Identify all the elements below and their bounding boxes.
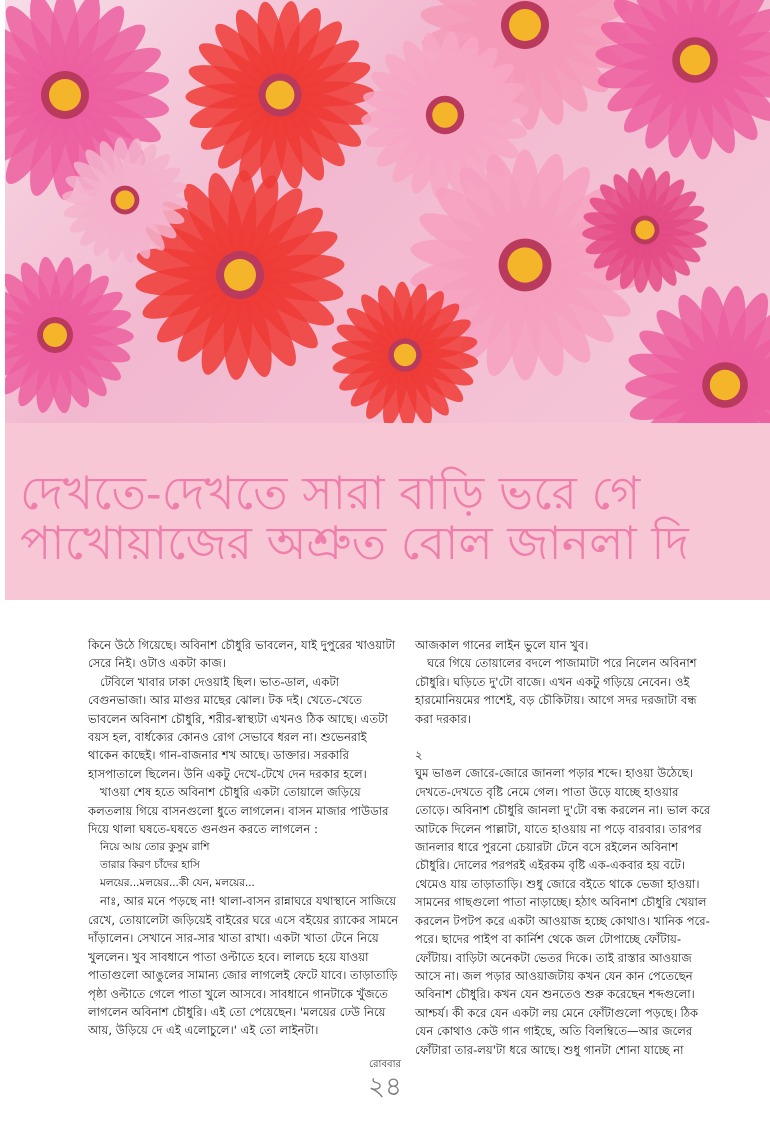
pull-quote-line-2: পাখোয়াজের অশ্রুত বোল জানলা দি (20, 516, 689, 570)
article-column-left (88, 636, 400, 1040)
song-lyric-line: মলয়ের...মলয়ের...কী যেন, মলয়ের... (100, 877, 255, 890)
paragraph: আজকাল গানের লাইন ভুলে যান খুব। (415, 638, 589, 652)
paragraph: টেবিলে খাবার ঢাকা দেওয়াই ছিল। ভাত-ডাল, একটা বেগুনভাজা। আর মাগুর মাছের ঝোল। টক দই। খেতে-খেতে ভাবলেন অবিনাশ চৌধুরি, শরীর-স্বাস্থ্যটা এখনও ঠিক আছে। এতটা বয়স হল, বার্ধক্যের কোনও রোগ সেভাবে ধরল না। শুভেনরাই থাকেন কাছেই। গান-বাজনার শখ আছে। ডাক্তার। সরকারি হাসপাতালে ছিলেন। উনি একটু দেখে-টেখে দেন দরকার হলে। (88, 674, 388, 781)
paragraph: নাঃ, আর মনে পড়ছে না! থালা-বাসন রান্নাঘরে যথাস্থানে সাজিয়ে রেখে, তোয়ালেটা জড়িয়েই বাইরের ঘরে এসে বইয়ের র‍্যাকের সামনে দাঁড়ালেন। সেখানে সার-সার খাতা রাখা। একটা খাতা টেনে নিয়ে খুললেন। খুব সাবধানে পাতা ওল্টাতে হবে। লালচে হয়ে যাওয়া পাতাগুলো আঙুলের সামান্য জোর লাগলেই ফেটে যাবে। তাড়াতাড়ি পৃষ্ঠা ওল্টাতে গেলে পাতা খুলে আসবে। সাবধানে গানটাকে খুঁজতে লাগলেন অবিনাশ চৌধুরি। এই তো পেয়েছেন। 'মলয়ের ঢেউ নিয়ে আয়, উড়িয়ে দে এই এলোচুলে।' এই তো লাইনটা। (88, 894, 399, 1038)
page-number: ২৪ (368, 1072, 402, 1102)
hero-flower-illustration (5, 0, 770, 423)
flower-artwork (5, 0, 770, 423)
pull-quote-line-1: দেখতে-দেখতে সারা বাড়ি ভরে গে (20, 466, 641, 520)
magazine-name: রোববার (369, 1059, 401, 1070)
song-lyric-line: তারার কিরণ চাঁদের হাসি (100, 859, 200, 872)
paragraph: ঘরে গিয়ে তোয়ালের বদলে পাজামাটা পরে নিলেন অবিনাশ চৌধুরি। ঘড়িতে দু'টো বাজে। এখন একটু গড়িয়ে নেবেন। ওই হারমোনিয়মের পাশেই, বড় চৌকিটায়। আগে সদর দরজাটা বন্ধ করা দরকার। (415, 656, 697, 726)
article-column-right (415, 636, 712, 1059)
section-number: ২ (415, 748, 423, 763)
paragraph: ঘুম ভাঙল জোরে-জোরে জানলা পড়ার শব্দে। হাওয়া উঠেছে। দেখতে-দেখতে বৃষ্টি নেমে গেল। পাতা উড়ে যাচ্ছে হাওয়ার তোড়ে। অবিনাশ চৌধুরি জানলা দু'টো বন্ধ করলেন না। ভাল করে আটকে দিলেন পাল্লাটা, যাতে হাওয়ায় না পড়ে বারবার। তারপর জানলার ধারে পুরনো চেয়ারটা টেনে বসে রইলেন অবিনাশ চৌধুরি। দোলের পরপরই এইরকম বৃষ্টি এক-একবার হয় বটে। থেমেও যায় তাড়াতাড়ি। শুধু জোরে বইতে থাকে ভেজা হাওয়া। সামনের গাছগুলো পাতা নাড়াচ্ছে। হঠাৎ অবিনাশ চৌধুরি খেয়াল করলেন টপটপ করে একটা আওয়াজ হচ্ছে কোথাও। খানিক পরে-পরে। ছাদের পাইপ বা কার্নিশ থেকে জল টোপাচ্ছে ফোঁটায়-ফোঁটায়। বাড়িটা অনেকটা ভেতর দিকে। তাই রাস্তার আওয়াজ আসে না। জল পড়ার আওয়াজটায় কখন যেন কান পেতেছেন অবিনাশ চৌধুরি। কখন যেন শুনতেও শুরু করেছেন শব্দগুলো। আশ্চর্য। কী করে যেন একটা লয় মেনে ফোঁটাগুলো পড়ছে। ঠিক যেন কোথাও কেউ গান গাইছে, অতি বিলম্বিতে—আর জলের ফোঁটারা তার-লয়'টা ধরে আছে। শুধু গানটা শোনা যাচ্ছে না (415, 766, 711, 1057)
song-lyric-line: নিয়ে আয় তোর কুসুম রাশি (100, 841, 210, 854)
page-footer (0, 1058, 770, 1102)
paragraph: খাওয়া শেষ হতে অবিনাশ চৌধুরি একটা তোয়ালে জড়িয়ে কলতলায় গিয়ে বাসনগুলো ধুতে লাগলেন। বাসন মাজার পাউডার দিয়ে থালা ঘষতে-ঘষতে গুনগুন করতে লাগলেন : (88, 785, 389, 837)
gerbera-flower (625, 284, 770, 423)
gerbera-flower (5, 256, 134, 415)
gerbera-flower (595, 0, 770, 161)
paragraph: কিনে উঠে গিয়েছে। অবিনাশ চৌধুরি ভাবলেন, যাই দুপুরের খাওয়াটা সেরে নিই। ওটাও একটা কাজ। (88, 638, 396, 671)
gerbera-flower (185, 0, 374, 190)
